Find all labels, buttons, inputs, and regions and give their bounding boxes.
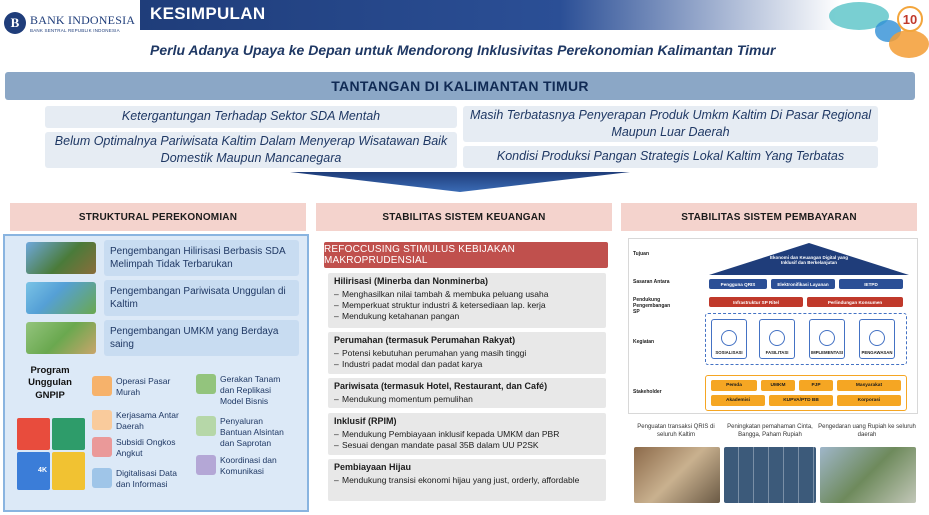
webinar-photo [724,447,816,503]
section-bullet: – Industri padat modal dan padat karya [334,359,600,370]
section-title: Pembiayaan Hijau [334,462,412,472]
section-title: Pariwisata (termasuk Hotel, Restaurant, dan Café) [334,381,548,391]
tantangan-item: Masih Terbatasnya Penyerapan Produk Umkm Kaltim Di Pasar Regional Maupun Luar Daerah [463,106,878,142]
diagram-label: Sasaran Antara [633,279,670,285]
section-bullet: – Potensi kebutuhan perumahan yang masih tinggi [334,348,600,359]
decorative-blob [889,30,929,58]
roof-text: Ekonomi dan Keuangan Digital yang Inklusif dan Berkelanjutan [769,255,848,266]
network-icon [769,330,785,346]
gnpip-item: Operasi Pasar Murah [92,376,192,398]
bank-indonesia-logo [4,12,135,34]
qris-photo [634,447,720,503]
diagram-label: Pendukung Pengembangan SP [633,297,671,315]
magnifier-icon [869,330,885,346]
section-bullet: – Mendukung momentum pemulihan [334,394,600,405]
pendukung-pill: Perlindungan Konsumen [807,297,903,307]
subsidy-icon [92,437,112,457]
column-head-pembayaran: STABILITAS SISTEM PEMBAYARAN [621,203,917,231]
policy-section [328,459,606,501]
section-bullet: – Sesuai dengan mandate pasal 35B dalam UU P2SK [334,440,600,451]
bi-emblem-icon: B [4,12,26,34]
market-stall-icon [92,376,112,396]
stakeholder-pill: Masyarakat [837,380,901,391]
gnpip-item: Kerjasama Antar Daerah [92,410,192,432]
gnpip-item: Digitalisasi Data dan Informasi [92,468,192,490]
photo-caption: Pengedaran uang Rupiah ke seluruh daerah [818,424,916,438]
tantangan-item: Kondisi Produksi Pangan Strategis Lokal Kaltim Yang Terbatas [463,146,878,168]
page-number: 10 [897,6,923,32]
umkm-illustration [26,322,96,354]
logo-sub: BANK SENTRAL REPUBLIK INDONESIA [30,28,120,33]
kegiatan-pengawasan: PENGAWASAN [859,319,895,359]
document-icon [819,330,835,346]
column-head-keuangan: STABILITAS SISTEM KEUANGAN [316,203,612,231]
photo-caption: Peningkatan pemahaman Cinta, Bangga, Paham Rupiah [727,424,813,438]
gnpip-item: Subsidi Ongkos Angkut [92,437,192,459]
section-title: Inklusif (RPIM) [334,416,397,426]
gnpip-tile-4k: 4K [17,452,50,491]
people-network-icon [196,455,216,475]
policy-section [328,273,606,328]
stakeholder-pill: KUPVA/PTD BB [769,395,833,406]
logo-name: BANK INDONESIA [30,13,136,27]
handshake-icon [92,410,112,430]
tourism-illustration [26,282,96,314]
diagram-label: Kegiatan [633,339,655,345]
tantangan-item: Belum Optimalnya Pariwisata Kaltim Dalam Menyerap Wisatawan Baik Domestik Maupun Mancanegara [45,132,457,168]
diagram-label: Stakeholder [633,389,662,395]
struktural-item: Pengembangan Hilirisasi Berbasis SDA Melimpah Tidak Terbarukan [104,240,299,276]
data-icon [92,468,112,488]
column-head-struktural: STRUKTURAL PEREKONOMIAN [10,203,306,231]
distribution-photo [820,447,916,503]
policy-section [328,332,606,374]
struktural-item: Pengembangan UMKM yang Berdaya saing [104,320,299,356]
gnpip-tile [52,418,85,450]
stakeholder-pill: Pemda [711,380,757,391]
gnpip-tile [52,452,85,491]
tantangan-item: Ketergantungan Terhadap Sektor SDA Mentah [45,106,457,128]
sasaran-pill: IETPD [839,279,903,289]
kegiatan-fasilitasi: FASILITASI [759,319,795,359]
section-title: Hilirisasi (Minerba dan Nonminerba) [334,276,489,286]
stakeholder-pill: PJP [799,380,833,391]
struktural-item: Pengembangan Pariwisata Unggulan di Kaltim [104,280,299,316]
down-arrow-icon [290,172,630,192]
policy-section [328,378,606,408]
stakeholder-pill: Akademisi [711,395,765,406]
section-bullet: – Mendukung Pembiayaan inklusif kepada UMKM dan PBR [334,429,600,440]
kegiatan-implementasi: IMPLEMENTASI [809,319,845,359]
policy-section [328,413,606,455]
kegiatan-sosialisasi: SOSIALISASI [711,319,747,359]
section-bullet: – Mendukung transisi ekonomi hijau yang just, orderly, affordable [334,475,600,486]
wheelbarrow-icon [196,416,216,436]
section-title: Perumahan (termasuk Perumahan Rakyat) [334,335,516,345]
diagram-label: Tujuan [633,251,650,257]
sasaran-pill: Elektronifikasi Layanan [771,279,835,289]
gnpip-tile [17,418,50,450]
section-bullet: – Mendukung ketahanan pangan [334,311,600,322]
section-bullet: – Menghasilkan nilai tambah & membuka peluang usaha [334,289,600,300]
slide-subtitle: Perlu Adanya Upaya ke Depan untuk Mendorong Inklusivitas Perekonomian Kalimantan Timur [150,42,776,58]
slide-title: KESIMPULAN [150,4,266,23]
sasaran-pill: Pengguna QRIS [709,279,767,289]
pendukung-pill: Infrastruktur SP Ritel [709,297,803,307]
gnpip-item: Penyaluran Bantuan Alsintan dan Saprotan [196,416,296,449]
gnpip-item: Koordinasi dan Komunikasi [196,455,296,477]
program-gnpip-label: Program Unggulan GNPIP [28,365,72,401]
section-bullet: – Memperkuat struktur industri & ketersediaan lap. kerja [334,300,600,311]
gnpip-tiles [17,418,85,490]
tantangan-heading: TANTANGAN DI KALIMANTAN TIMUR [5,72,915,100]
people-icon [721,330,737,346]
stakeholder-pill: UMKM [761,380,795,391]
mining-illustration [26,242,96,274]
photo-caption: Penguatan transaksi QRIS di seluruh Kaltim [637,424,715,438]
refocusing-heading: REFOCCUSING STIMULUS KEBIJAKAN MAKROPRUDENSIAL [324,242,608,268]
payment-system-diagram [628,238,918,414]
slide-header [0,0,929,66]
gnpip-item: Gerakan Tanam dan Replikasi Model Bisnis [196,374,296,407]
plant-icon [196,374,216,394]
stakeholder-pill: Korporasi [837,395,901,406]
